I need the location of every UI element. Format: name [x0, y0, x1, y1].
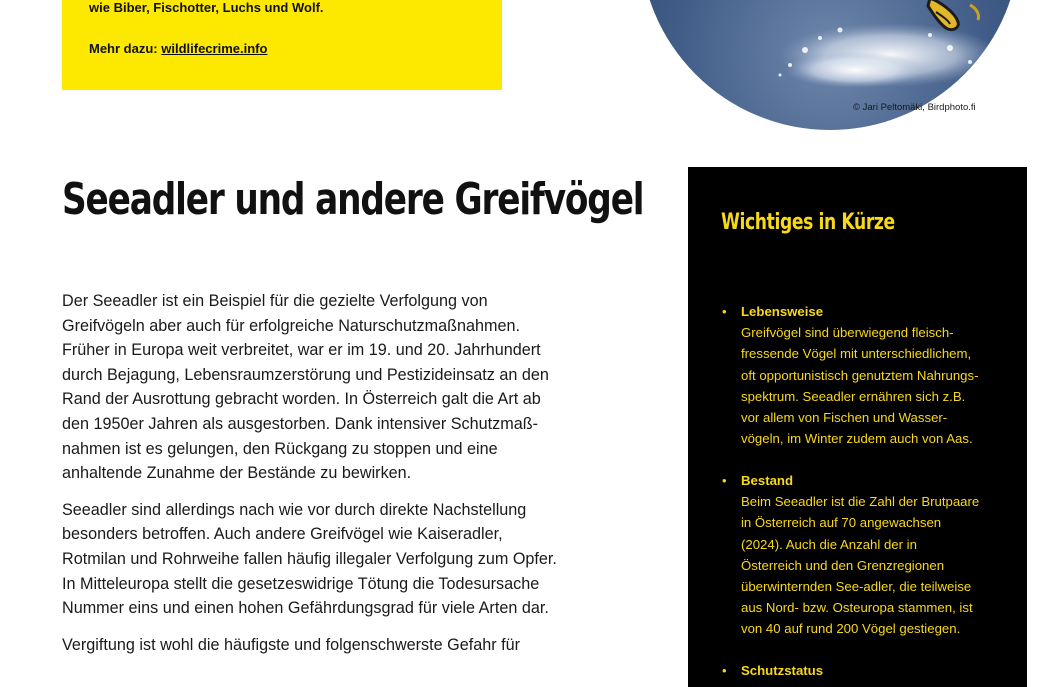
key-fact-line: spektrum. Seeadler ernähren sich z.B. — [741, 388, 966, 404]
key-fact-lebensweise — [722, 301, 1011, 449]
text-line: Seeadler sind allerdings nach wie vor durch direkte Nachstellung — [62, 500, 527, 519]
text-line: durch Bejagung, Lebensraumzerstörung und Pestizideinsatz an den — [62, 365, 549, 384]
info-box-text: wie Biber, Fischotter, Luchs und Wolf. — [89, 0, 324, 15]
page-title: Seeadler und andere Greifvögel — [62, 174, 644, 225]
key-fact-heading: Bestand — [741, 473, 794, 488]
text-line: Rand der Ausrottung gebracht worden. In Österreich galt die Art ab — [62, 390, 541, 409]
key-fact-line: vögeln, im Winter zudem auch von Aas. — [741, 431, 973, 447]
key-fact-line: Greifvögel sind überwiegend fleisch- — [741, 325, 954, 341]
text-line: nahmen ist es gelungen, den Rückgang zu stoppen und eine — [62, 439, 498, 458]
paragraph — [62, 289, 622, 486]
photo-credit: © Jari Peltomäki, Birdphoto.fi — [853, 102, 976, 113]
key-fact-line: fressende Vögel mit unterschiedlichem, — [741, 346, 972, 362]
key-fact-schutzstatus — [722, 660, 1011, 681]
key-fact-line: von 40 auf rund 200 Vögel gestiegen. — [741, 621, 961, 637]
text-line: Greifvögeln aber auch für erfolgreiche Naturschutzmaßnahmen. — [62, 316, 520, 335]
text-line: anhaltende Zunahme der Bestände zu bewirken. — [62, 464, 412, 483]
paragraph — [62, 633, 622, 658]
sidebar-title: Wichtiges in Kürze — [721, 210, 895, 235]
text-line: den 1950er Jahren als ausgestorben. Dank intensiver Schutzmaß- — [62, 414, 538, 433]
key-fact-line: (2024). Auch die Anzahl der in — [741, 536, 917, 552]
key-fact-line: Beim Seeadler ist die Zahl der Brutpaare — [741, 494, 980, 510]
wildlifecrime-link[interactable]: wildlifecrime.info — [161, 41, 268, 56]
key-fact-line: überwinternden See-adler, die teilweise — [741, 579, 972, 595]
key-fact-line: oft opportunistisch genutztem Nahrungs- — [741, 367, 979, 383]
text-line: Vergiftung ist wohl die häufigste und folgenschwerste Gefahr für — [62, 635, 521, 654]
bullet-icon: • — [722, 663, 727, 678]
text-line: besonders betroffen. Auch andere Greifvögel wie Kaiseradler, — [62, 525, 503, 544]
key-fact-line: vor allem von Fischen und Wasser- — [741, 410, 948, 426]
key-fact-heading: Lebensweise — [741, 304, 824, 319]
key-facts-sidebar — [688, 167, 1027, 687]
text-line: Früher in Europa weit verbreitet, war er im 19. und 20. Jahrhundert — [62, 341, 541, 360]
key-fact-line: in Österreich auf 70 angewachsen — [741, 515, 942, 531]
text-line: Rotmilan und Rohrweihe fallen häufig illegaler Verfolgung zum Opfer. — [62, 549, 557, 568]
article-body — [62, 289, 622, 669]
more-label: Mehr dazu: — [89, 41, 158, 56]
text-line: Nummer eins und einen hohen Gefährdungsgrad für viele Arten dar. — [62, 599, 549, 618]
key-fact-bestand — [722, 470, 1011, 640]
key-fact-line: aus Nord- bzw. Osteuropa stammen, ist — [741, 600, 973, 616]
text-line: Der Seeadler ist ein Beispiel für die gezielte Verfolgung von — [62, 292, 488, 310]
bullet-icon: • — [722, 304, 727, 319]
key-fact-line: Österreich und den Grenzregionen — [741, 557, 945, 573]
paragraph — [62, 498, 622, 621]
info-box — [62, 0, 502, 90]
text-line: In Mitteleuropa stellt die gesetzeswidrige Tötung die Todesursache — [62, 574, 540, 593]
info-box-more — [89, 41, 267, 56]
bullet-icon: • — [722, 473, 727, 488]
key-fact-heading: Schutzstatus — [741, 663, 824, 678]
